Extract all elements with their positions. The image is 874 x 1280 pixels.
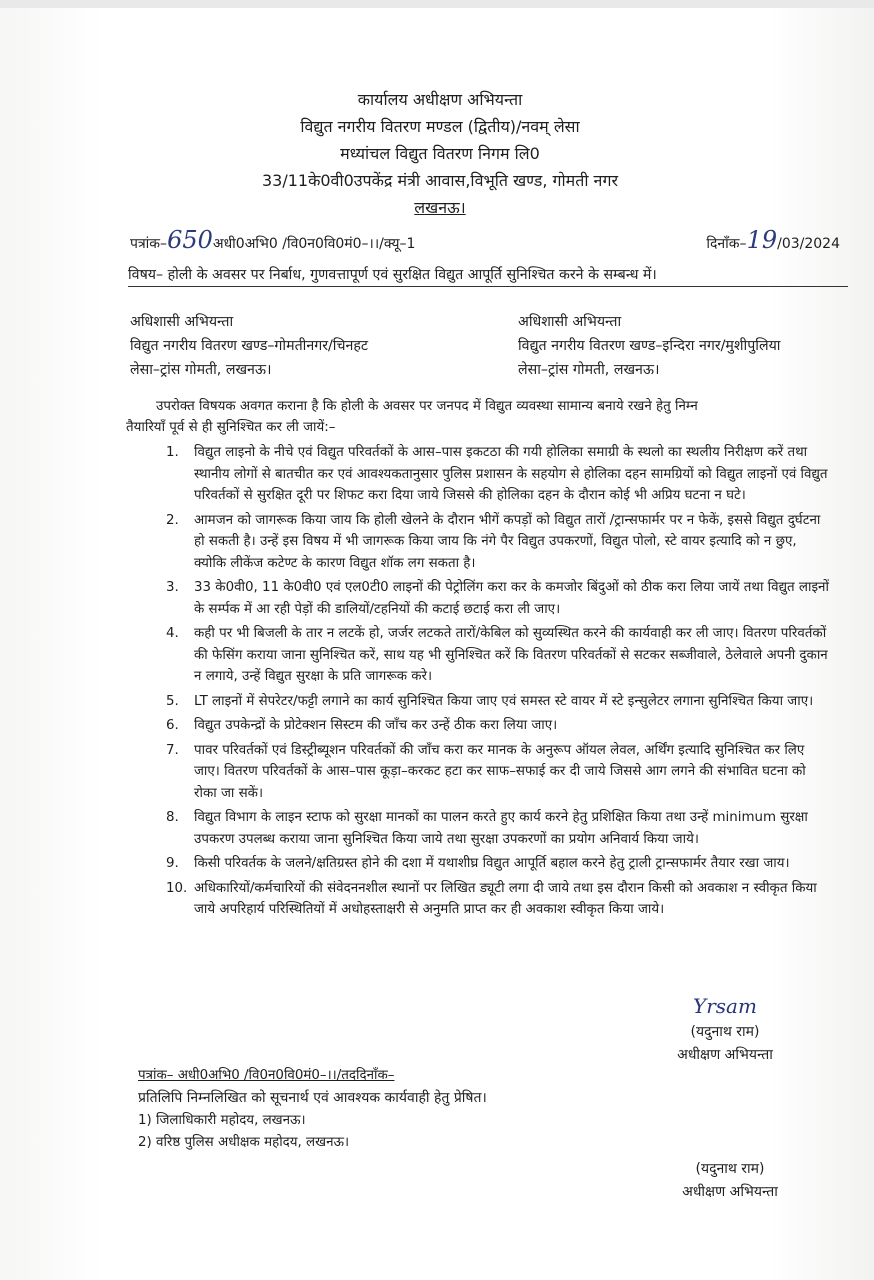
handwritten-ref-number: 650	[167, 226, 213, 254]
list-item: 2. आमजन को जागरूक किया जाय कि होली खेलने के दौरान भीगें कपड़ों को विद्युत तारों /ट्रान्सफार्मर पर न फेकें, इससे विद्युत दुर्घटना हो सकती है। उन्हें इस विषय में भी जागरूक किया जाय कि नंगे पैर विद्युत उपकरणों, विद्युत पोलो, स्टे वायर इत्यादि को न छुए, क्योकि लीकेंज कटेण्ट के कारण विद्युत शॉक लग सकता है।	[166, 512, 821, 571]
addressee-right: अधिशासी अभियन्ता विद्युत नगरीय वितरण खण्ड–इन्दिरा नगर/मुशीपुलिया लेसा–ट्रांस गोमती, लखनऊ।	[518, 314, 781, 378]
signatory-name: (यदुनाथ राम)	[690, 1024, 760, 1040]
addressee-left: अधिशासी अभियन्ता विद्युत नगरीय वितरण खण्ड–गोमतीनगर/चिनहट लेसा–ट्रांस गोमती, लखनऊ।	[130, 314, 369, 378]
intro-paragraph: उपरोक्त विषयक अवगत कराना है कि होली के अवसर पर जनपद में विद्युत व्यवस्था सामान्य बनाये रखने हेतु निम्न तैयारियाँ पूर्व से ही सुनिश्चित कर ली जायें:–	[126, 399, 698, 435]
copy-reference: पत्रांक– अधी0अभि0 /वि0न0वि0मं0–।।/तददिनाँक–	[138, 1068, 395, 1083]
copy-recipients	[138, 1110, 349, 1154]
office-title: कार्यालय अधीक्षण अभियन्ता	[357, 90, 523, 109]
list-item: 1) जिलाधिकारी महोदय, लखनऊ।	[138, 1113, 306, 1128]
letterhead	[200, 86, 680, 221]
list-item: 7. पावर परिवर्तकों एवं डिस्ट्रीब्यूशन परिवर्तकों की जाँच करा कर मानक के अनुरूप ऑयल लेवल, अर्थिंग इत्यादि सुनिश्चित कर लिए जाए। वितरण परिवर्तकों के आस–पास कूड़ा–करकट हटा कर साफ–सफाई कर दी जाये जिससे आग लगने की संभावित घटना को रोका जा सकें।	[166, 742, 806, 801]
list-item: 2) वरिष्ठ पुलिस अधीक्षक महोदय, लखनऊ।	[138, 1135, 350, 1150]
handwritten-date-day: 19	[746, 226, 778, 254]
page-top-edge	[0, 0, 874, 8]
copy-heading: प्रतिलिपि निम्नलिखित को सूचनार्थ एवं आवश्यक कार्यवाही हेतु प्रेषित।	[138, 1090, 487, 1106]
signatory-designation: अधीक्षण अभियन्ता	[682, 1184, 778, 1200]
instructions-list	[160, 442, 832, 924]
letter-reference: पत्रांक–650अधी0अभि0 /वि0न0वि0मं0–।।/क्यू–1	[130, 226, 416, 254]
signatory-designation: अधीक्षण अभियन्ता	[677, 1047, 773, 1063]
office-address: 33/11के0वी0उपकेंद्र मंत्री आवास,विभूति खण्ड, गोमती नगर	[261, 171, 618, 190]
list-item: 10. अधिकारियों/कर्मचारियों की संवेदननशील स्थानों पर लिखित ड्यूटी लगा दी जाये तथा इस दौरान किसी को अवकाश न स्वीकृत किया जाये अपरिहार्य परिस्थितियों में अधोहस्ताक्षरी से अनुमति प्राप्त कर ही अवकाश स्वीकृत किया जाये।	[166, 880, 817, 917]
list-item: 5. LT लाइनों में सेपरेटर/फट्टी लगाने का कार्य सुनिश्चित किया जाए एवं समस्त स्टे वायर में स्टे इन्सुलेटर लगाना सुनिश्चित किया जाए।	[166, 693, 814, 709]
signature-block	[650, 995, 800, 1067]
list-item: 6. विद्युत उपकेन्द्रों के प्रोटेक्शन सिस्टम की जाँच कर उन्हें ठीक करा लिया जाए।	[166, 718, 558, 733]
letter-date: दिनाँक–19/03/2024	[706, 226, 840, 254]
list-item: 9. किसी परिवर्तक के जलने/क्षतिग्रस्त होने की दशा में यथाशीघ्र विद्युत आपूर्ति बहाल करने हेतु ट्राली ट्रान्सफार्मर तैयार रखा जाय।	[166, 856, 790, 871]
company-name: मध्यांचल विद्युत वितरण निगम लि0	[340, 144, 540, 163]
list-item: 8. विद्युत विभाग के लाइन स्टाफ को सुरक्षा मानकों का पालन करते हुए कार्य करने हेतु प्रशिक्षित किया तथा उन्हें minimum सुरक्षा उपकरण उपलब्ध कराया जाना सुनिश्चित किया जाये तथा सुरक्षा उपकरणों का प्रयोग अनिवार्य किया जाये।	[166, 810, 808, 847]
office-city: लखनऊ।	[414, 198, 466, 217]
signatory-name: (यदुनाथ राम)	[695, 1161, 765, 1177]
handwritten-signature: Yrsam	[693, 994, 757, 1018]
list-item: 4. कही पर भी बिजली के तार न लटकें हो, जर्जर लटकते तारों/केबिल को सुव्यस्थित करने की कार्यवाही कर ली जाए। वितरण परिवर्तकों की फेसिंग कराया जाना सुनिश्चित करें, साथ यह भी सुनिश्चित करें कि वितरण परिवर्तकों से सटकर सब्जीवाले, ठेलेवाले अपनी दुकान न लगाये, उन्हें विद्युत सुरक्षा के प्रति जागरूक करे।	[166, 626, 828, 684]
subject-line: विषय– होली के अवसर पर निर्बाध, गुणवत्तापूर्ण एवं सुरक्षित विद्युत आपूर्ति सुनिश्चित करने के सम्बन्ध में।	[128, 265, 848, 287]
circle-name: विद्युत नगरीय वितरण मण्डल (द्वितीय)/नवम् लेसा	[300, 117, 580, 136]
list-item: 3. 33 के0वी0, 11 के0वी0 एवं एल0टी0 लाइनों की पेट्रोलिंग करा कर के कमजोर बिंदुओं को ठीक करा लिया जायें तथा विद्युत लाइनों के सर्म्पक में आ रही पेड़ों की डालियों/टहनियों की कटाई छटाई करा ली जाए।	[166, 580, 829, 617]
reference-line	[130, 226, 840, 260]
list-item: 1. विद्युत लाइनो के नीचे एवं विद्युत परिवर्तकों के आस–पास इकटठा की गयी होलिका समाग्री के स्थलो का स्थलीय निरीक्षण करें तथा स्थानीय लोगों से बातचीत कर एवं आवश्यकतानुसार पुलिस प्रशासन के सहयोग से होलिका दहन सामग्रियों को विद्युत लाइनों एवं विद्युत परिवर्तकों से सुरक्षित दूरी पर शिफट करा दिया जाये जिससे की होलिका दहन के दौरान कोई भी अप्रिय घटना न घटे।	[166, 445, 828, 503]
copy-signature-block	[655, 1158, 805, 1204]
